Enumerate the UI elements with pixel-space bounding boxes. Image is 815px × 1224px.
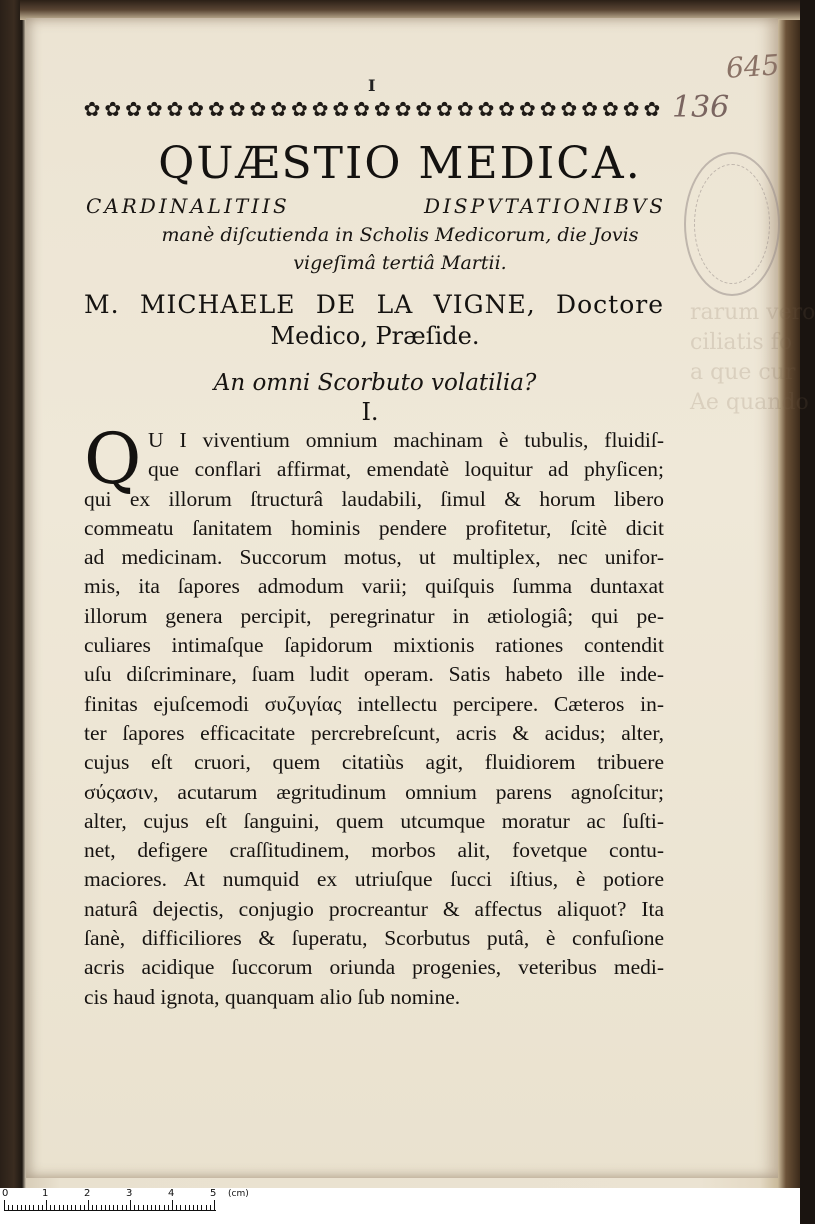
ruler-tick xyxy=(33,1205,34,1210)
ruler-tick xyxy=(84,1205,85,1210)
ruler-tick xyxy=(151,1205,152,1210)
ruler-tick xyxy=(21,1205,22,1210)
ruler-tick xyxy=(12,1205,13,1210)
section-numeral: I. xyxy=(361,398,379,426)
ruler-tick xyxy=(214,1200,215,1210)
ruler-tick xyxy=(42,1205,43,1210)
ruler-tick xyxy=(155,1205,156,1210)
ruler-tick xyxy=(206,1205,207,1210)
ruler-tick xyxy=(172,1200,173,1210)
ruler-tick xyxy=(25,1205,26,1210)
ruler-tick xyxy=(189,1205,190,1210)
ruler-label: 5 xyxy=(210,1188,217,1199)
body-line: ad medicinam. Succorum motus, ut multiplex, nec unifor- xyxy=(84,545,664,570)
ruler-tick xyxy=(143,1205,144,1210)
ruler-label: 4 xyxy=(168,1188,175,1199)
subtitle-line-3: vigeſimâ tertiâ Martii. xyxy=(293,252,507,274)
ruler-tick xyxy=(138,1205,139,1210)
ruler-unit: (cm) xyxy=(228,1189,249,1199)
ruler-tick xyxy=(88,1200,89,1210)
body-text xyxy=(84,418,664,1012)
ruler-tick xyxy=(117,1205,118,1210)
ruler-label: 2 xyxy=(84,1188,91,1199)
document-title: QUÆSTIO MEDICA. xyxy=(158,138,642,189)
ruler-tick xyxy=(185,1205,186,1210)
ruler-tick xyxy=(105,1205,106,1210)
body-line: culiares intimaſque ſapidorum mixtionis rationes contendit xyxy=(84,633,664,658)
body-line: acris acidique ſuccorum oriunda progenies, veteribus medi- xyxy=(84,955,664,980)
ruler-tick xyxy=(59,1205,60,1210)
ruler-tick xyxy=(193,1205,194,1210)
ruler-tick xyxy=(67,1205,68,1210)
handwritten-page-number: 136 xyxy=(672,90,730,125)
ruler-tick xyxy=(201,1205,202,1210)
drop-cap: Q xyxy=(84,418,142,500)
body-line: que conflari affirmat, emendatè loquitur ad phyſicen; xyxy=(148,457,664,482)
ruler-tick xyxy=(29,1205,30,1210)
ruler-tick xyxy=(4,1200,5,1210)
ruler-tick xyxy=(8,1205,9,1210)
ruler-tick xyxy=(147,1205,148,1210)
body-line: net, defigere craſſitudinem, morbos alit, fovetque contu- xyxy=(84,838,664,863)
ruler-tick xyxy=(210,1205,211,1210)
ruler-tick xyxy=(46,1200,47,1210)
ruler-tick xyxy=(197,1205,198,1210)
body-line: uſu diſcriminare, ſuam ludit operam. Satis habeto ille inde- xyxy=(84,662,664,687)
ruler-tick xyxy=(164,1205,165,1210)
ruler-label: 3 xyxy=(126,1188,133,1199)
ruler-tick xyxy=(168,1205,169,1210)
ruler-tick xyxy=(109,1205,110,1210)
ruler-tick xyxy=(122,1205,123,1210)
ruler-tick xyxy=(126,1205,127,1210)
subtitle-line-1: CARDINALITIIS DISPVTATIONIBVS xyxy=(86,194,666,218)
body-line: ter ſapores efficacitate percrebreſcunt, acris & acidus; alter, xyxy=(84,720,664,745)
ruler-tick xyxy=(101,1205,102,1210)
scale-ruler xyxy=(0,1188,800,1224)
ruler-tick xyxy=(159,1205,160,1210)
ruler-tick xyxy=(54,1205,55,1210)
ruler-tick xyxy=(71,1205,72,1210)
subtitle-line-2: manè diſcutienda in Scholis Medicorum, die Jovis xyxy=(161,224,639,246)
body-line: ſanè, difficiliores & ſuperatu, Scorbutus putâ, è confuſione xyxy=(84,926,664,951)
ruler-tick xyxy=(113,1205,114,1210)
praeses-line-2: Medico, Præſide. xyxy=(270,322,480,350)
body-line: illorum genera percipit, peregrinatur in ætiologiâ; qui pe- xyxy=(84,603,664,628)
ruler-tick xyxy=(96,1205,97,1210)
ruler-tick xyxy=(130,1200,131,1210)
ruler-tick xyxy=(75,1205,76,1210)
body-line: cis haud ignota, quanquam alio ſub nomine. xyxy=(84,984,461,1009)
ruler-tick xyxy=(38,1205,39,1210)
printers-ornament-band: ✿ ✿ ✿ ✿ ✿ ✿ ✿ ✿ ✿ ✿ ✿ ✿ ✿ ✿ ✿ ✿ ✿ ✿ ✿ ✿ ✿ ✿ ✿ ✿ ✿ ✿ ✿ ✿ xyxy=(83,97,661,121)
body-line: maciores. At numquid ex utriuſque ſucci iſtius, è potiore xyxy=(84,867,664,892)
ruler-bar xyxy=(4,1210,216,1211)
body-line: alter, cujus eſt ſanguini, quem utcumque moratur ac ſuſti- xyxy=(84,808,664,833)
body-line: U I viventium omnium machinam è tubulis, fluidiſ- xyxy=(148,428,664,452)
praeses-line-1: M. MICHAELE DE LA VIGNE, Doctore xyxy=(84,290,664,319)
ruler-tick xyxy=(92,1205,93,1210)
body-line: finitas ejuſcemodi συζυγίας intellectu percipere. Cæteros in- xyxy=(84,691,664,716)
body-line: σύςασιν, acutarum ægritudinum omnium parens agnoſcitur; xyxy=(84,779,664,804)
body-line: cujus eſt cruori, quem citatiùs agit, fluidiorem tribuere xyxy=(84,750,664,775)
ruler-tick xyxy=(17,1205,18,1210)
handwritten-folio-number: 645 xyxy=(724,48,781,85)
ruler-label: 1 xyxy=(42,1188,49,1199)
ruler-tick xyxy=(63,1205,64,1210)
body-line: mis, ita ſapores admodum varii; quiſquis ſumma duntaxat xyxy=(84,574,664,599)
ruler-tick xyxy=(180,1205,181,1210)
thesis-question: An omni Scorbuto volatilia? xyxy=(213,370,537,396)
ruler-tick xyxy=(80,1205,81,1210)
body-line: commeatu ſanitatem hominis pendere profitetur, ſcitè dicit xyxy=(84,515,664,540)
signature-mark: I xyxy=(368,76,376,95)
ruler-tick xyxy=(50,1205,51,1210)
top-book-edge xyxy=(20,0,800,20)
ruler-tick xyxy=(134,1205,135,1210)
body-line: naturâ dejectis, conjugio procreantur & affectus aliquot? Ita xyxy=(84,896,664,921)
ruler-label: 0 xyxy=(2,1188,9,1199)
body-line: qui ex illorum ſtructurâ laudabili, ſimul & horum libero xyxy=(84,486,664,511)
ruler-tick xyxy=(176,1205,177,1210)
